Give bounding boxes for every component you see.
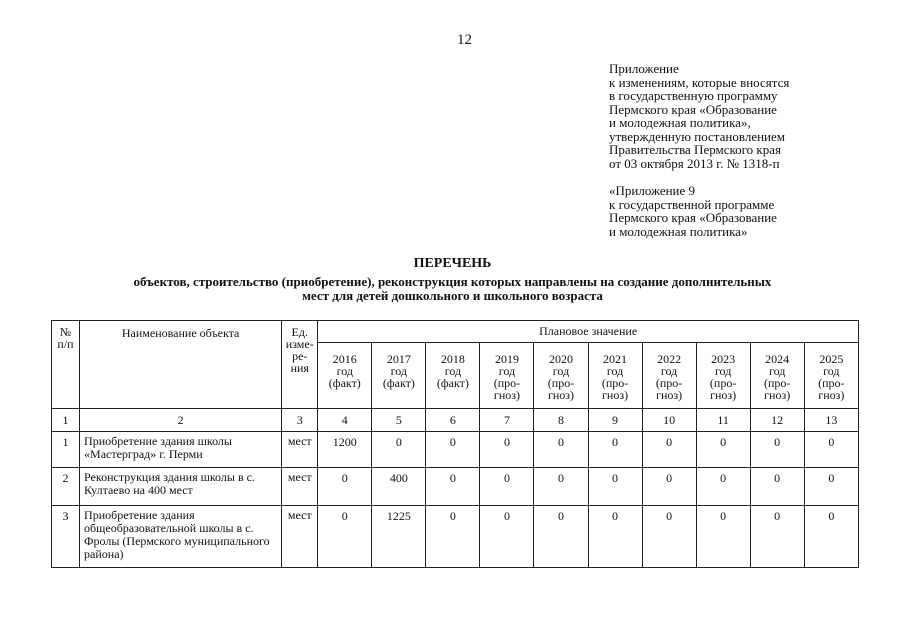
value-cell: 0 (426, 468, 480, 506)
unit-cell: мест (282, 468, 318, 506)
row-number: 2 (52, 468, 80, 506)
index-cell: 9 (588, 409, 642, 432)
appendix-block: Приложение к изменениям, которые вносятся в государственную программу Пермского края «Образование и молодежная политика», утвержденную постановлением Правительства Пермского края от 03 октября 2013 г. № 1318-п (609, 61, 790, 171)
header-year: 2016 год (факт) (318, 343, 372, 409)
value-cell: 1225 (372, 506, 426, 568)
value-cell: 0 (534, 468, 588, 506)
value-cell: 0 (372, 432, 426, 468)
header-year: 2022 год (про- гноз) (642, 343, 696, 409)
value-cell: 1200 (318, 432, 372, 468)
table-row (52, 506, 859, 568)
value-cell: 0 (696, 506, 750, 568)
header-year: 2023 год (про- гноз) (696, 343, 750, 409)
value-cell: 0 (318, 506, 372, 568)
header-year: 2017 год (факт) (372, 343, 426, 409)
index-cell: 7 (480, 409, 534, 432)
value-cell: 0 (588, 468, 642, 506)
objects-table (51, 320, 859, 568)
row-number: 1 (52, 432, 80, 468)
value-cell: 0 (480, 432, 534, 468)
index-cell: 6 (426, 409, 480, 432)
value-cell: 400 (372, 468, 426, 506)
value-cell: 0 (588, 432, 642, 468)
value-cell: 0 (534, 506, 588, 568)
value-cell: 0 (426, 506, 480, 568)
object-name: Приобретение здания школы «Мастерград» г. Перми (80, 432, 282, 468)
value-cell: 0 (642, 468, 696, 506)
page-number: 12 (457, 32, 472, 48)
value-cell: 0 (588, 506, 642, 568)
header-year: 2018 год (факт) (426, 343, 480, 409)
index-cell: 3 (282, 409, 318, 432)
value-cell: 0 (642, 506, 696, 568)
header-pp: № п/п (52, 321, 80, 409)
value-cell: 0 (480, 468, 534, 506)
value-cell: 0 (426, 432, 480, 468)
unit-cell: мест (282, 506, 318, 568)
index-cell: 5 (372, 409, 426, 432)
header-plan: Плановое значение (318, 321, 859, 343)
row-number: 3 (52, 506, 80, 568)
document-subtitle: объектов, строительство (приобретение), реконструкция которых направлены на создание дополнительных мест для детей дошкольного и школьного возраста (133, 274, 772, 303)
object-name: Приобретение здания общеобразовательной школы в с. Фролы (Пермского муниципального района) (80, 506, 282, 568)
index-cell: 11 (696, 409, 750, 432)
object-name: Реконструкция здания школы в с. Култаево на 400 мест (80, 468, 282, 506)
value-cell: 0 (804, 432, 858, 468)
value-cell: 0 (696, 468, 750, 506)
value-cell: 0 (804, 468, 858, 506)
value-cell: 0 (642, 432, 696, 468)
value-cell: 0 (750, 432, 804, 468)
appendix-9-block: «Приложение 9 к государственной программе Пермского края «Образование и молодежная политика» (609, 183, 777, 239)
unit-cell: мест (282, 432, 318, 468)
table-row (52, 432, 859, 468)
header-year: 2019 год (про- гноз) (480, 343, 534, 409)
table-row (52, 468, 859, 506)
header-year: 2025 год (про- гноз) (804, 343, 858, 409)
value-cell: 0 (480, 506, 534, 568)
value-cell: 0 (804, 506, 858, 568)
index-cell: 13 (804, 409, 858, 432)
index-cell: 10 (642, 409, 696, 432)
index-cell: 8 (534, 409, 588, 432)
value-cell: 0 (750, 506, 804, 568)
value-cell: 0 (696, 432, 750, 468)
value-cell: 0 (318, 468, 372, 506)
header-year: 2021 год (про- гноз) (588, 343, 642, 409)
value-cell: 0 (534, 432, 588, 468)
header-year: 2024 год (про- гноз) (750, 343, 804, 409)
index-cell: 2 (80, 409, 282, 432)
index-cell: 4 (318, 409, 372, 432)
header-year: 2020 год (про- гноз) (534, 343, 588, 409)
header-name: Наименование объекта (80, 321, 282, 409)
index-cell: 1 (52, 409, 80, 432)
value-cell: 0 (750, 468, 804, 506)
index-cell: 12 (750, 409, 804, 432)
header-unit: Ед. изме- ре- ния (282, 321, 318, 409)
document-title: ПЕРЕЧЕНЬ (413, 256, 492, 271)
